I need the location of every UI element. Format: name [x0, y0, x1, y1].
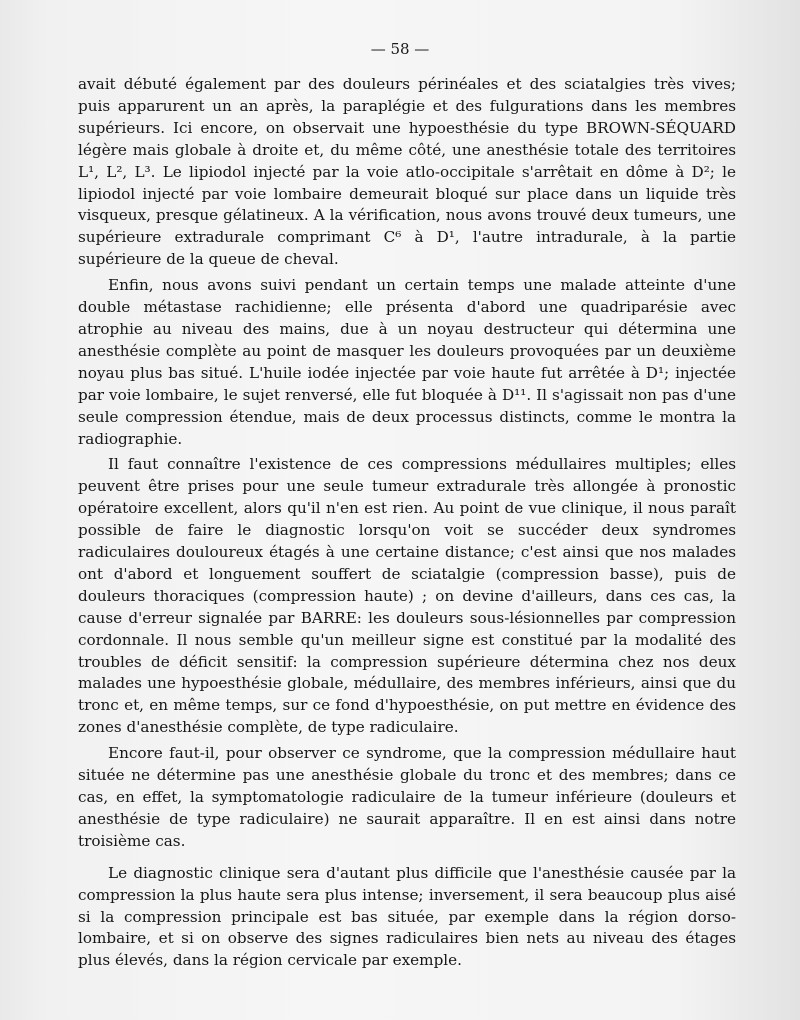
page-number: — 58 —	[370, 40, 430, 58]
body-text	[78, 74, 736, 972]
paragraph-5: Le diagnostic clinique sera d'autant plus difficile que l'anesthésie causée par la compression la plus haute sera plus intense; inversement, il sera beaucoup plus aisé si la compression principale est bas située, par exemple dans la région dorso-lombaire, et si on observe des signes radiculaires bien nets au niveau des étages plus élevés, dans la région cervicale par exemple.	[78, 863, 736, 970]
paragraph-4: Encore faut-il, pour observer ce syndrome, que la compression médullaire haut située ne détermine pas une anesthésie globale du tronc et des membres; dans ce cas, en effet, la symptomatologie radiculaire de la tumeur inférieure (douleurs et anesthésie de type radiculaire) ne saurait apparaître. Il en est ainsi dans notre troisième cas.	[78, 744, 736, 850]
paragraph-2: Enfin, nous avons suivi pendant un certain temps une malade atteinte d'une double métastase rachidienne; elle présenta d'abord une quadriparésie avec atrophie au niveau des mains, due à un noyau destructeur qui détermina une anesthésie complète au point de masquer les douleurs provoquées par un deuxième noyau plus bas situé. L'huile iodée injectée par voie haute fut arrêtée à D¹; injectée par voie lombaire, le sujet renversé, elle fut bloquée à D¹¹. Il s'agissait non pas d'une seule compression étendue, mais de deux processus distincts, comme le montra la radiographie.	[78, 276, 736, 448]
paragraph-3: Il faut connaître l'existence de ces compressions médullaires multiples; elles peuvent être prises pour une seule tumeur extradurale très allongée à pronostic opératoire excellent, alors qu'il n'en est rien. Au point de vue clinique, il nous paraît possible de faire le diagnostic lorsqu'on voit se succéder deux syndromes radiculaires douloureux étagés à une certaine distance; c'est ainsi que nos malades ont d'abord et longuement souffert de sciatalgie (compression basse), puis de douleurs thoraciques (compression haute) ; on devine d'ailleurs, dans ces cas, la cause d'erreur signalée par BARRE: les douleurs sous-lésionnelles par compression cordonnale. Il nous semble qu'un meilleur signe est constitué par la modalité des troubles de déficit sensitif: la compression supérieure détermina chez nos deux malades une hypoesthésie globale, médullaire, des membres inférieurs, ainsi que du tronc et, en même temps, sur ce fond d'hypoesthésie, on put mettre en évidence des zones d'anesthésie complète, de type radiculaire.	[78, 455, 736, 737]
paragraph-1: avait débuté également par des douleurs périnéales et des sciatalgies très vives; puis apparurent un an après, la paraplégie et des fulgurations dans les membres supérieurs. Ici encore, on observait une hypoesthésie du type BROWN-SÉQUARD légère mais globale à droite et, du même côté, une anesthésie totale des territoires L¹, L², L³. Le lipiodol injecté par la voie atlo-occipitale s'arrêtait en dôme à D²; le lipiodol injecté par voie lombaire demeurait bloqué sur place dans un liquide très visqueux, presque gélatineux. A la vérification, nous avons trouvé deux tumeurs, une supérieure extradurale comprimant C⁶ à D¹, l'autre intradurale, à la partie supérieure de la queue de cheval.	[78, 75, 736, 269]
